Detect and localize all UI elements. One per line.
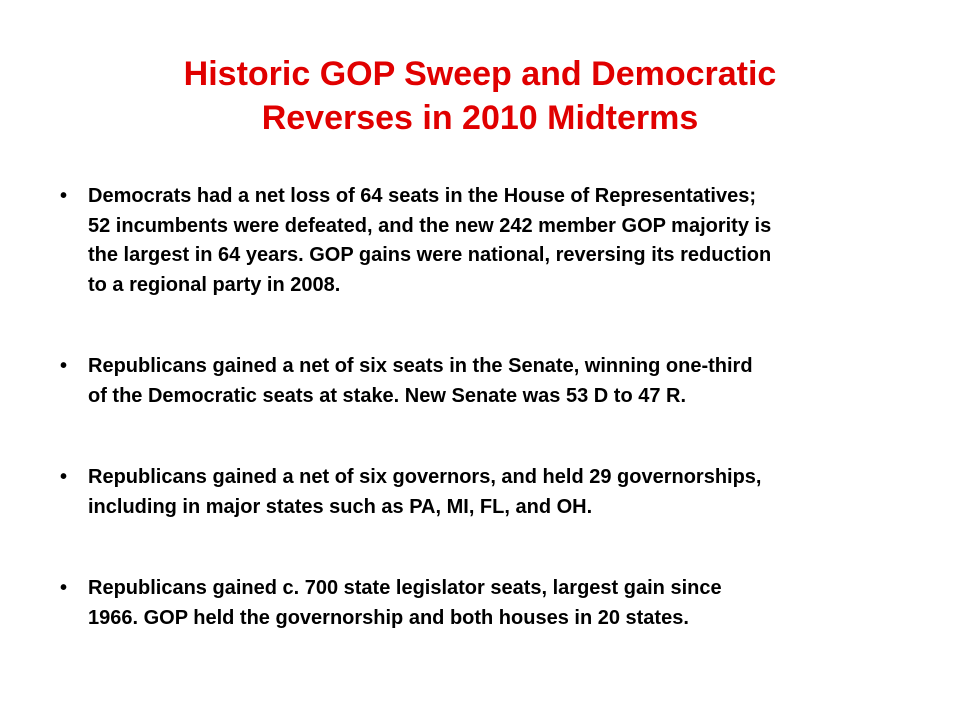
- slide-title-line-2: Reverses in 2010 Midterms: [261, 99, 699, 137]
- bullet-item-legislators: [60, 574, 930, 633]
- bullet-list: [60, 182, 930, 633]
- bullet-text-senate: Republicans gained a net of six seats in the Senate, winning one-third of the Democratic seats at stake. New Senate was 53 D to 47 R.: [88, 355, 753, 407]
- bullet-text-house: Democrats had a net loss of 64 seats in the House of Representatives; 52 incumbents were defeated, and the new 242 member GOP majority is the largest in 64 years. GOP gains were national, reversing its reduction to a regional party in 2008.: [88, 185, 772, 296]
- bullet-dot-icon: •: [60, 577, 68, 599]
- slide-title-line-1: Historic GOP Sweep and Democratic: [183, 55, 777, 93]
- bullet-dot-icon: •: [60, 355, 68, 377]
- bullet-dot-icon: •: [60, 185, 68, 207]
- bullet-text-legislators: Republicans gained c. 700 state legislator seats, largest gain since 1966. GOP held the governorship and both houses in 20 states.: [88, 577, 722, 629]
- bullet-item-house: [60, 182, 930, 300]
- bullet-item-senate: [60, 352, 930, 411]
- bullet-text-governors: Republicans gained a net of six governors, and held 29 governorships, including in major states such as PA, MI, FL, and OH.: [88, 466, 762, 518]
- bullet-item-governors: [60, 463, 930, 522]
- bullet-dot-icon: •: [60, 466, 68, 488]
- slide-title: [80, 52, 880, 140]
